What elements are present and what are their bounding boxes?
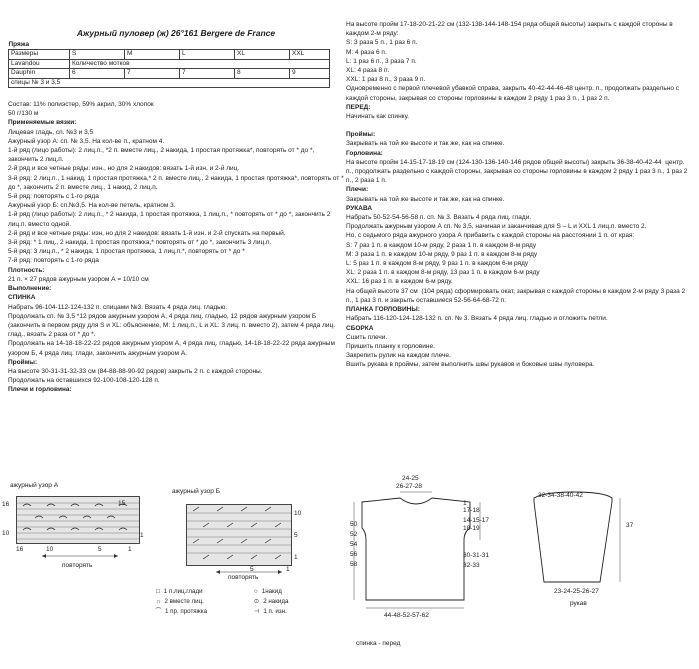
legend-item xyxy=(156,588,203,595)
left-column xyxy=(8,0,344,395)
table-cell: 7 xyxy=(180,69,235,78)
text-paragraph: Состав: 11% полиэстер, 59% акрил, 30% хлопок xyxy=(8,101,154,109)
table-row xyxy=(9,69,330,78)
text-paragraph: На высоте пройм 17-18-20-21-22 см (132-138-144-148-154 ряда общей высоты) закрыть с каждой стороны в каждом 2-м ряду: xyxy=(346,21,675,38)
fb-caption: спинка - перед xyxy=(356,640,401,647)
text-paragraph: XL: 4 раза 8 п. xyxy=(346,67,390,75)
legend-item xyxy=(254,588,282,595)
text-paragraph: Выполнение: xyxy=(8,285,52,293)
text-paragraph: Продолжать сп. № 3,5 *12 рядов ажурным узором А, 4 ряда лиц. гладью, 12 рядов ажурным узором Б (закончить в первом ряду для S и XL: объяснение, M: 1 лиц.п., L и XL: 3 лиц. п. вместо 2), затем 4 ряда лиц. глад., вязать 2 раза от * до *. xyxy=(8,312,337,339)
pattern-b-grid xyxy=(187,505,291,565)
fb-length: 56 xyxy=(350,551,358,558)
text-paragraph: Закрепить рулик на каждом плече. xyxy=(346,352,451,360)
pattern-a-bottom-num: 5 xyxy=(98,546,102,553)
legend-symbol: □ xyxy=(156,588,160,595)
text-paragraph: L: 1 раз 6 п., 3 раза 7 п. xyxy=(346,57,417,65)
text-paragraph: XXL: 16 раз 1 п. в каждом 6-м ряду. xyxy=(346,278,453,286)
fb-length: 58 xyxy=(350,561,358,568)
pattern-b-right-num: 10 xyxy=(294,510,302,517)
pattern-b-right-num: 1 xyxy=(294,554,298,561)
table-cell: Размеры xyxy=(9,50,70,59)
fb-length: 54 xyxy=(350,541,358,548)
legend-symbol: ○ xyxy=(254,588,258,595)
text-paragraph: Вшить рукава в проймы, затем выполнить швы рукавов и боковые швы пуловера. xyxy=(346,361,595,369)
text-paragraph: РУКАВА xyxy=(346,204,373,212)
yarn-table xyxy=(8,41,330,88)
legend-symbol: ⊙ xyxy=(254,598,260,605)
text-paragraph: Ажурный узор Б: сп.№3,5. На кол-ве петель, кратном 3. xyxy=(8,202,176,210)
table-cell: Количество мотков xyxy=(70,59,330,68)
right-text-body xyxy=(346,20,691,370)
text-paragraph: Набрать 96-104-112-124-132 п. спицами №3. Вязать 4 ряда лиц. гладью. xyxy=(8,303,228,311)
table-cell: S xyxy=(70,50,125,59)
left-text-body xyxy=(8,100,344,395)
text-paragraph: XXL: 1 раз 8 п., 3 раза 9 п. xyxy=(346,76,426,84)
text-paragraph: На высоте 30-31-31-32-33 см (84-88-88-90-92 рядов) закрыть 2 п. с каждой стороны. xyxy=(8,367,263,375)
right-column xyxy=(346,0,691,370)
sleeve-top: 32-34-38-40-42 xyxy=(538,492,583,499)
fb-neck-top: 24-25 xyxy=(402,475,419,482)
table-cell: 6 xyxy=(70,69,125,78)
text-paragraph: 3-й ряд: 2 лиц.п., 1 накид, 1 простая протяжка,* 2 п. вместе лиц., 2 накида, 1 простая протяжка*, повторять от * до *, закончить 2 п. вместе лиц., 1 накид, 2 лиц.п. xyxy=(8,174,346,191)
legend-text: 2 вместе лиц. xyxy=(164,598,204,605)
table-cell: Dauphin xyxy=(9,69,70,78)
text-paragraph: Сшить плечи. xyxy=(346,333,388,341)
pattern-a-left-num: 16 xyxy=(2,501,10,508)
table-cell: L xyxy=(180,50,235,59)
fb-side: 30-31-31 xyxy=(463,552,490,559)
text-paragraph: Горловина: xyxy=(346,149,383,157)
fb-armhole: 1 xyxy=(463,500,467,507)
diagrams-area xyxy=(0,470,699,669)
text-paragraph: Начинать как спинку. xyxy=(346,113,409,121)
yarn-caption-row xyxy=(9,41,330,50)
text-paragraph: 3-й ряд: * 1 лиц., 2 накида, 1 простая протяжка,* повторять от * до *, закончить 3 лиц.п. xyxy=(8,239,272,247)
text-paragraph: 1-й ряд (лицо работы): 2 лиц.п., *2 п. вместе лиц., 2 накида, 1 простая протяжка*, повторять от * до *, закончить 2 лиц.п. xyxy=(8,147,317,164)
text-paragraph: S: 7 раз 1 п. в каждом 10-м ряду, 2 раза 1 п. в каждом 8-м ряду xyxy=(346,241,537,249)
text-paragraph: Плотность: xyxy=(8,266,45,274)
text-paragraph: Применяемые вязки: xyxy=(8,119,77,127)
legend-text: 1 п. изн. xyxy=(263,608,287,615)
sleeve-height: 37 xyxy=(626,522,634,529)
legend-symbol: ⊣ xyxy=(254,608,260,615)
legend-symbol: ⁀ xyxy=(156,608,161,615)
fb-width: 44-48-52-57-62 xyxy=(384,612,429,619)
pattern-b-bottom-num: 1 xyxy=(286,566,290,573)
text-paragraph: Но, с седьмого ряда ажурного узора А прибавить с каждой стороны на расстоянии 1 п. от края: xyxy=(346,232,635,240)
text-paragraph: L: 5 раз 1 п. в каждом 8-м ряду, 9 раз 1 п. в каждом 6-м ряду xyxy=(346,260,529,268)
text-paragraph: 2-й ряд и все четные ряды: изн, но для 2 накидов: вязать 1-й изн. и 2-й спускать на первый. xyxy=(8,229,286,237)
table-cell: 9 xyxy=(290,69,330,78)
text-paragraph: Набрать 116-120-124-128-132 п. сп. № 3. Вязать 4 ряда лиц. гладью и отложить петли. xyxy=(346,315,608,323)
text-paragraph: 50 г/130 м xyxy=(8,110,39,118)
legend-symbol: ∩ xyxy=(156,598,161,605)
table-row xyxy=(9,78,330,87)
text-paragraph: M: 3 раза 1 п. в каждом 10-м ряду, 9 раз 1 п. в каждом 8-м ряду xyxy=(346,250,538,258)
pattern-a-bottom-num: 10 xyxy=(46,546,54,553)
pattern-a-left-num: 10 xyxy=(2,530,10,537)
fb-length: 52 xyxy=(350,531,358,538)
text-paragraph: Лицевая гладь, сп. №3 и 3,5 xyxy=(8,128,94,136)
pattern-a-right-num: 15 xyxy=(118,500,126,507)
sleeve-caption: рукав xyxy=(570,600,587,607)
page-title: Ажурный пуловер (ж) 26°161 Bergere de France xyxy=(76,28,276,38)
table-cell: XL xyxy=(235,50,290,59)
sleeve-bottom: 23-24-25-26-27 xyxy=(554,588,599,595)
legend-item xyxy=(254,598,288,605)
text-paragraph: СПИНКА xyxy=(8,294,36,302)
text-paragraph: XL: 2 раза 1 п. в каждом 8-м ряду, 13 раз 1 п. в каждом 6-м ряду xyxy=(346,269,540,277)
legend-item xyxy=(156,608,207,615)
pattern-a-bottom-num: 1 xyxy=(128,546,132,553)
legend-item xyxy=(254,608,287,615)
legend-text: 1 п.лиц.глади xyxy=(163,588,203,595)
legend-text: 2 накида xyxy=(263,598,289,605)
pattern-b-right-num: 5 xyxy=(294,532,298,539)
text-paragraph: S: 3 раза 5 п., 1 раз 6 п. xyxy=(346,39,418,47)
text-paragraph: Продолжать на 14-18-18-22-22 рядов ажурным узором А, 4 ряда лиц. гладью, 14-18-18-22-22 ряда ажурным узором Б, 4 ряда лиц. глади, закончить ажурным узором А. xyxy=(8,340,337,357)
legend xyxy=(156,588,326,628)
table-row xyxy=(9,50,330,59)
fb-neck-depth: 14-15-17 xyxy=(463,517,490,524)
text-paragraph: 21 п. × 27 рядов ажурным узором А = 10/10 см xyxy=(8,275,149,283)
fb-length: 50 xyxy=(350,521,358,528)
text-paragraph: Одновременно с первой плечевой убавкой справа, закрыть 40-42-44-46-48 центр. п., продолжать раздельно с каждой стороны, закрывая со стороны горловины в каждом 2 ряду 1 раз 3 п., 1 раз 2 п. xyxy=(346,85,681,102)
text-paragraph: ПЛАНКА ГОРЛОВИНЫ: xyxy=(346,306,420,314)
text-paragraph: Продолжать ажурным узором А сп. № 3,5, начиная и заканчивая для S – L и XXL 1 лиц.п. вместо 2. xyxy=(346,223,647,231)
pattern-a-right-num: 1 xyxy=(140,532,144,539)
legend-item xyxy=(156,598,204,605)
pattern-b-label: ажурный узор Б xyxy=(172,488,220,495)
text-paragraph: Закрывать на той же высоте и так же, как на спинке. xyxy=(346,140,505,148)
legend-text: 1 пр. протяжка xyxy=(164,608,208,615)
fb-lengths xyxy=(350,520,357,570)
table-cell: M xyxy=(125,50,180,59)
text-paragraph: Проймы: xyxy=(8,358,38,366)
text-paragraph: Проймы: xyxy=(346,131,376,139)
text-paragraph: Плечи: xyxy=(346,186,369,194)
pattern-a-repeat-arrow xyxy=(40,552,120,562)
fb-armhole2: 17-18 xyxy=(463,507,480,514)
text-paragraph: Пришить планку к горловине. xyxy=(346,342,435,350)
pattern-b-chart xyxy=(186,504,292,566)
pattern-a-bottom-num: 16 xyxy=(16,546,24,553)
legend-text: 1накид xyxy=(261,588,282,595)
text-paragraph: Набрать 50-52-54-56-58 п. сп. № 3. Вязать 4 ряда лиц. глади. xyxy=(346,214,532,222)
text-paragraph: Плечи и горловина: xyxy=(8,386,72,394)
table-cell: XXL xyxy=(290,50,330,59)
text-paragraph: 5-й ряд: 3 лиц.п., * 2 накида, 1 простая протяжка, 1 лиц.п.*, повторять от * до * xyxy=(8,248,245,256)
text-paragraph: ПЕРЕД: xyxy=(346,103,371,111)
pattern-b-bottom-num: 5 xyxy=(250,566,254,573)
text-paragraph: Ажурный узор А: сп. № 3,5. На кол-ве п., кратном 4. xyxy=(8,137,165,145)
table-cell: 8 xyxy=(235,69,290,78)
text-paragraph: СБОРКА xyxy=(346,324,374,332)
fb-side2: 32-33 xyxy=(463,562,480,569)
pattern-a-repeat-label: повторять xyxy=(62,562,93,569)
pattern-b-repeat-label: повторять xyxy=(228,574,259,581)
text-paragraph: 1-й ряд (лицо работы): 2 лиц.п., * 2 накида, 1 простая протяжка, 1 лиц.п., * повторять от * до *, закончить 2 лиц.п. вместо одной. xyxy=(8,211,333,228)
text-paragraph: 2-й ряд и все четные ряды: изн., но для 2 накидов: вязать 1-й изн. и 2-й лиц. xyxy=(8,165,240,173)
table-cell: 7 xyxy=(125,69,180,78)
table-cell: спицы № 3 и 3,5 xyxy=(9,78,330,87)
text-paragraph: 5-й ряд: повторять с 1-го ряда xyxy=(8,193,99,201)
fb-neck-depth2: 18-19 xyxy=(463,525,480,532)
fb-neck-top2: 26-27-28 xyxy=(396,483,423,490)
text-paragraph: 7-й ряд: повторять с 1-го ряда xyxy=(8,257,99,265)
text-paragraph: Продолжать на оставшихся 92-100-108-120-128 п. xyxy=(8,377,160,385)
text-paragraph: M: 4 раза 6 п. xyxy=(346,48,387,56)
text-paragraph xyxy=(346,121,691,130)
text-paragraph: На высоте пройм 14-15-17-18-19 см (124-130-136-140-146 рядов общей высоты) закрыть 36-38-40-42-44 центр. п., продолжать раздельно с каждой стороны, закрывая со стороны горловины в каждом 2 ряду 1 раз 3 п., 1 раз 2 п., 2 раза 1 п. xyxy=(346,158,690,185)
pattern-a-label: ажурный узор А xyxy=(10,482,59,489)
table-cell: Пряжа xyxy=(8,41,30,48)
table-row xyxy=(9,59,330,68)
table-cell: Lavandou xyxy=(9,59,70,68)
text-paragraph: На общей высоте 37 см (104 ряда) сформировать окат, закрывая с каждой стороны в каждом 2-м ряду 3 раза 2 п., 1 раз 3 п. и закрыть оставшиеся 52-56-64-68-72 п. xyxy=(346,287,687,304)
text-paragraph: Закрывать на той же высоте и так же, как на спинке. xyxy=(346,195,505,203)
